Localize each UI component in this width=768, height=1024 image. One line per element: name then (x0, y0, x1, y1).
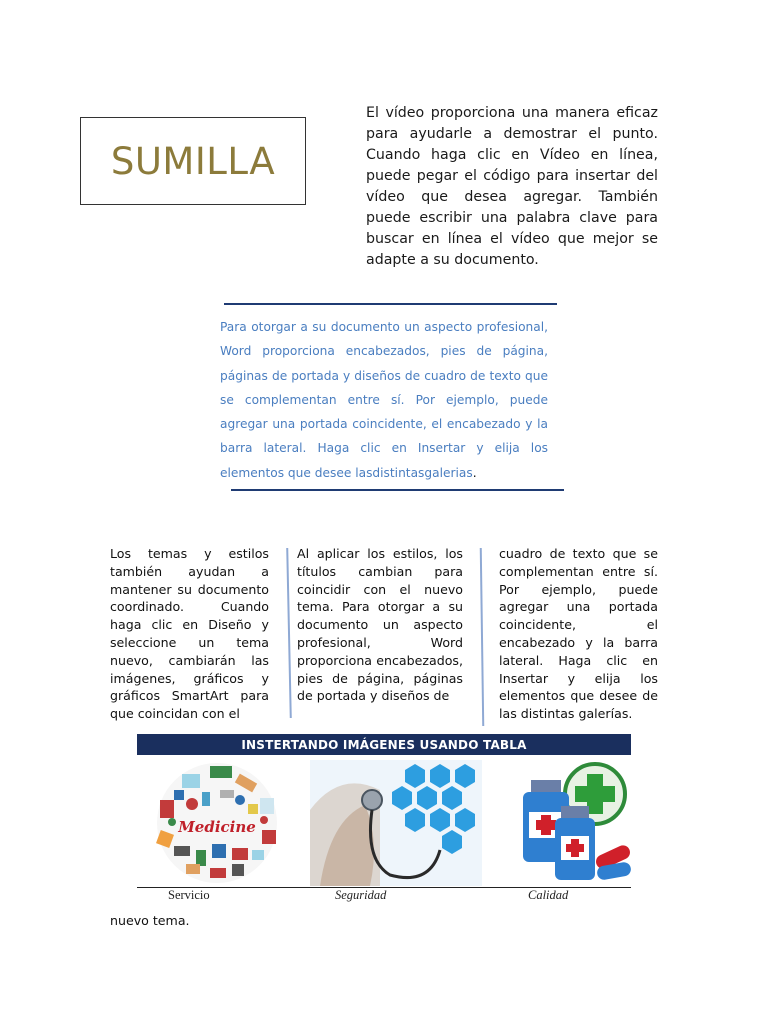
column-3: cuadro de texto que se complementan entre sí. Por ejemplo, puede agregar una portada coincidente, el encabezado y la barra lateral. Haga clic en Insertar y elija los elementos que desee de las distintas galerías. (499, 546, 658, 722)
caption-seguridad: Seguridad (335, 888, 387, 902)
medicine-logo-text: Medicine (178, 818, 256, 836)
pull-quote-top-rule (224, 303, 557, 305)
column-1: Los temas y estilos también ayudan a mantener su documento coordinado. Cuando haga clic en Diseño y seleccione un tema nuevo, cambiarán las imágenes, gráficos y gráficos SmartArt para que coincidan con el (110, 546, 269, 722)
medicine-bottles-icon (515, 760, 635, 886)
column-2: Al aplicar los estilos, los títulos cambian para coincidir con el nuevo tema. Para otorgar a su documento un aspecto profesional, Word proporciona encabezados, pies de página, páginas de portada y diseños de (297, 546, 463, 704)
document-title: SUMILLA (110, 139, 276, 183)
caption-servicio: Servicio (168, 888, 210, 902)
medicine-collage-icon (152, 760, 282, 886)
tail-text: nuevo tema. (110, 913, 190, 928)
intro-paragraph: El vídeo proporciona una manera eficaz para ayudarle a demostrar el punto. Cuando haga clic en Vídeo en línea, puede pegar el código para insertar del vídeo que desea agregar. También puede escribir una palabra clave para buscar en línea el vídeo que mejor se adapte a su documento. (366, 105, 658, 268)
image-table-header: INSTERTANDO IMÁGENES USANDO TABLA (137, 734, 631, 755)
pull-quote-text: Para otorgar a su documento un aspecto profesional, Word proporciona encabezados, pies de página, páginas de portada y diseños de cuadro de texto que se complementan entre sí. Por ejemplo, puede agregar una portada coincidente, el encabezado y la barra lateral. Haga clic en Insertar y elija los elementos que desee lasdistintasgalerias (220, 320, 548, 480)
column-separator-1 (286, 548, 292, 718)
title-box (80, 117, 306, 205)
column-separator-2 (480, 548, 484, 726)
caption-calidad: Calidad (528, 888, 569, 902)
pull-quote-end: . (472, 465, 477, 480)
pull-quote (220, 315, 548, 485)
stethoscope-icon (310, 760, 482, 886)
pull-quote-bottom-rule (231, 489, 564, 491)
